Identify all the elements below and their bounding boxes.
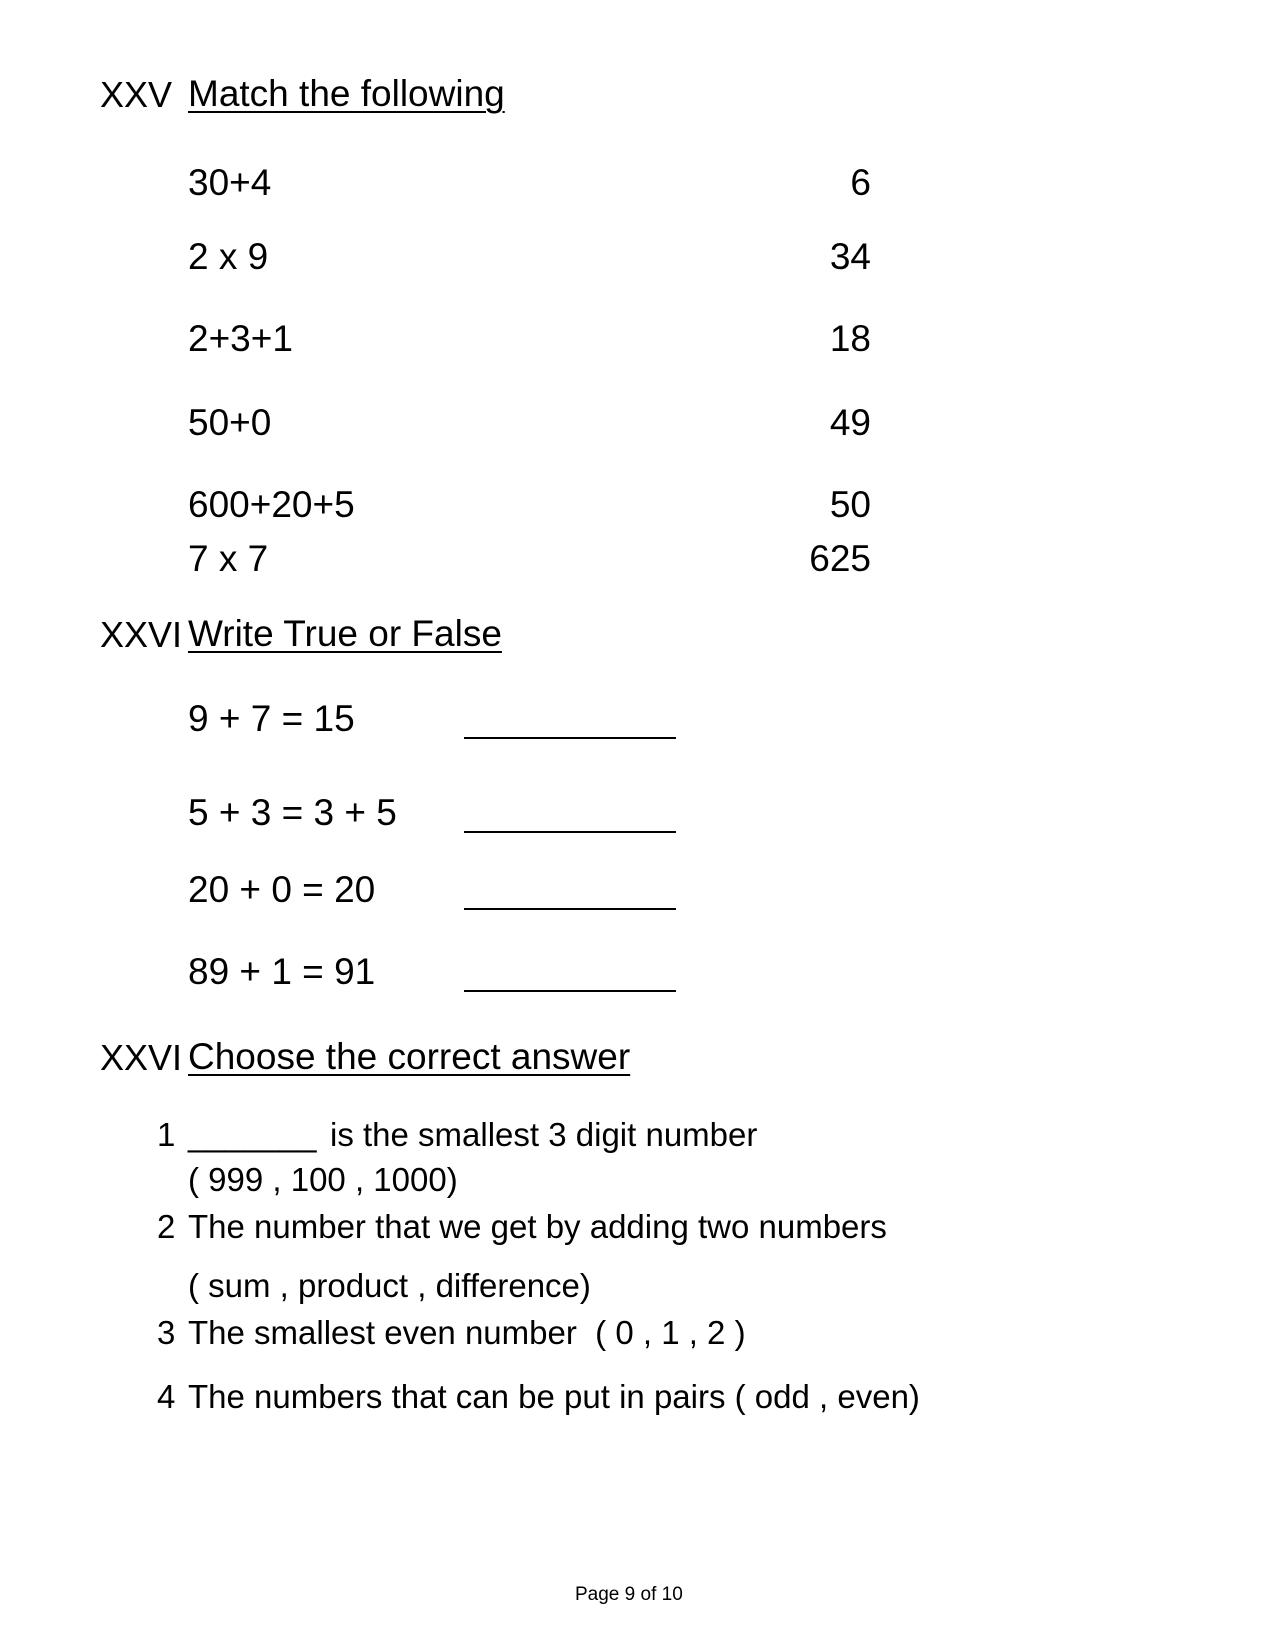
- question-number: 4: [157, 1378, 176, 1415]
- match-right-item: 50: [829, 484, 871, 525]
- question-number: 1: [157, 1116, 176, 1153]
- question-options: ( sum , product , difference): [188, 1267, 591, 1304]
- question-text: The smallest even number ( 0 , 1 , 2 ): [188, 1314, 746, 1351]
- question-blank: _______: [188, 1116, 317, 1153]
- section-title-choose: Choose the correct answer: [188, 1036, 631, 1077]
- match-left-item: 30+4: [188, 162, 272, 203]
- answer-blank[interactable]: [464, 737, 676, 739]
- true-false-item: 20 + 0 = 20: [188, 869, 376, 910]
- section-number-choose: XXVI: [100, 1037, 183, 1078]
- answer-blank[interactable]: [464, 831, 676, 833]
- page-number: Page 9 of 10: [575, 1584, 683, 1605]
- match-right-item: 625: [809, 538, 871, 579]
- question-options: ( 999 , 100 , 1000): [188, 1161, 458, 1198]
- match-left-item: 600+20+5: [188, 484, 355, 525]
- section-number-true-false: XXVI: [100, 614, 183, 655]
- true-false-item: 89 + 1 = 91: [188, 951, 376, 992]
- true-false-item: 5 + 3 = 3 + 5: [188, 792, 397, 833]
- answer-blank[interactable]: [464, 990, 676, 992]
- question-text: The numbers that can be put in pairs ( odd , even): [188, 1378, 920, 1415]
- true-false-item: 9 + 7 = 15: [188, 698, 355, 739]
- match-left-item: 2 x 9: [188, 236, 269, 277]
- match-left-item: 2+3+1: [188, 318, 293, 359]
- question-text: The number that we get by adding two numbers: [188, 1208, 887, 1245]
- section-title-match: Match the following: [188, 73, 505, 114]
- match-right-item: 49: [829, 402, 871, 443]
- match-right-item: 18: [829, 318, 871, 359]
- question-number: 2: [157, 1208, 176, 1245]
- match-right-item: 34: [829, 236, 871, 277]
- match-right-item: 6: [850, 162, 871, 203]
- section-title-true-false: Write True or False: [188, 613, 502, 654]
- section-number-match: XXV: [100, 74, 173, 115]
- answer-blank[interactable]: [464, 908, 676, 910]
- match-left-item: 50+0: [188, 402, 272, 443]
- question-number: 3: [157, 1314, 176, 1351]
- match-left-item: 7 x 7: [188, 538, 269, 579]
- question-text: is the smallest 3 digit number: [330, 1116, 758, 1153]
